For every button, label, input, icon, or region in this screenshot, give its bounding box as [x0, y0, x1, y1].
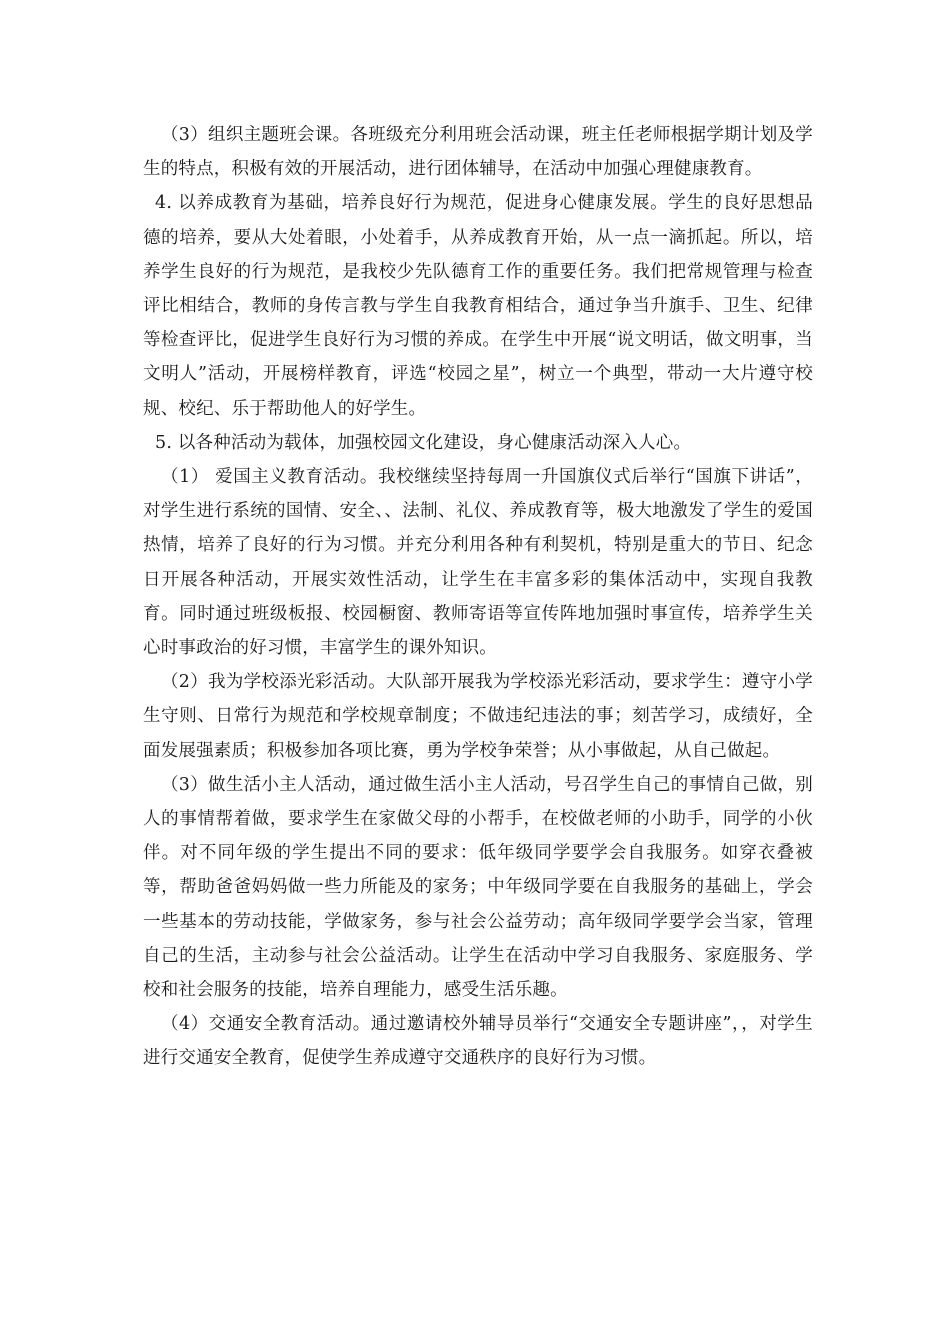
paragraph-life-master: （3）做生活小主人活动，通过做生活小主人活动，号召学生自己的事情自己做，别人的事情帮着做，要求学生在家做父母的小帮手，在校做老师的小助手，同学的小伙伴。对不同年级的学生提出不同的要求：低年级同学要学会自我服务。如穿衣叠被等，帮助爸爸妈妈做一些力所能及的家务；中年级同学要在自我服务的基础上，学会一些基本的劳动技能，学做家务，参与社会公益劳动；高年级同学要学会当家，管理自己的生活，主动参与社会公益活动。让学生在活动中学习自我服务、家庭服务、学校和社会服务的技能，培养自理能力，感受生活乐趣。: [143, 774, 813, 1001]
paragraph-theme-class-meeting: （3）组织主题班会课。各班级充分利用班会活动课，班主任老师根据学期计划及学生的特点，积极有效的开展活动，进行团体辅导，在活动中加强心理健康教育。: [143, 125, 813, 180]
paragraph-traffic-safety: （4）交通安全教育活动。通过邀请校外辅导员举行“交通安全专题讲座”，，对学生进行交通安全教育，促使学生养成遵守交通秩序的良好行为习惯。: [143, 1014, 813, 1069]
document-body: [143, 118, 813, 1076]
paragraph-campus-culture: 5. 以各种活动为载体，加强校园文化建设，身心健康活动深入人心。: [155, 432, 692, 453]
paragraph-school-glory: （2）我为学校添光彩活动。大队部开展我为学校添光彩活动，要求学生：遵守小学生守则、日常行为规范和学校规章制度；不做违纪违法的事；刻苦学习，成绩好，全面发展强素质；积极参加各项比赛，勇为学校争荣誉；从小事做起，从自己做起。: [143, 672, 813, 761]
paragraph-patriotic-education: （1） 爱国主义教育活动。我校继续坚持每周一升国旗仪式后举行“国旗下讲话”，对学生进行系统的国情、安全、、法制、礼仪、养成教育等，极大地激发了学生的爱国热情，培养了良好的行为习惯。并充分利用各种有利契机，特别是重大的节日、纪念日开展各种活动，开展实效性活动，让学生在丰富多彩的集体活动中，实现自我教育。同时通过班级板报、校园橱窗、教师寄语等宣传阵地加强时事宣传，培养学生关心时事政治的好习惯，丰富学生的课外知识。: [143, 467, 813, 659]
paragraph-habit-education: 4. 以养成教育为基础，培养良好行为规范，促进身心健康发展。学生的良好思想品德的培养，要从大处着眼，小处着手，从养成教育开始，从一点一滴抓起。所以，培养学生良好的行为规范，是我校少先队德育工作的重要任务。我们把常规管理与检查评比相结合，教师的身传言教与学生自我教育相结合，通过争当升旗手、卫生、纪律等检查评比，促进学生良好行为习惯的养成。在学生中开展“说文明话，做文明事，当文明人”活动，开展榜样教育，评选“校园之星”，树立一个典型，带动一大片遵守校规、校纪、乐于帮助他人的好学生。: [143, 193, 813, 419]
